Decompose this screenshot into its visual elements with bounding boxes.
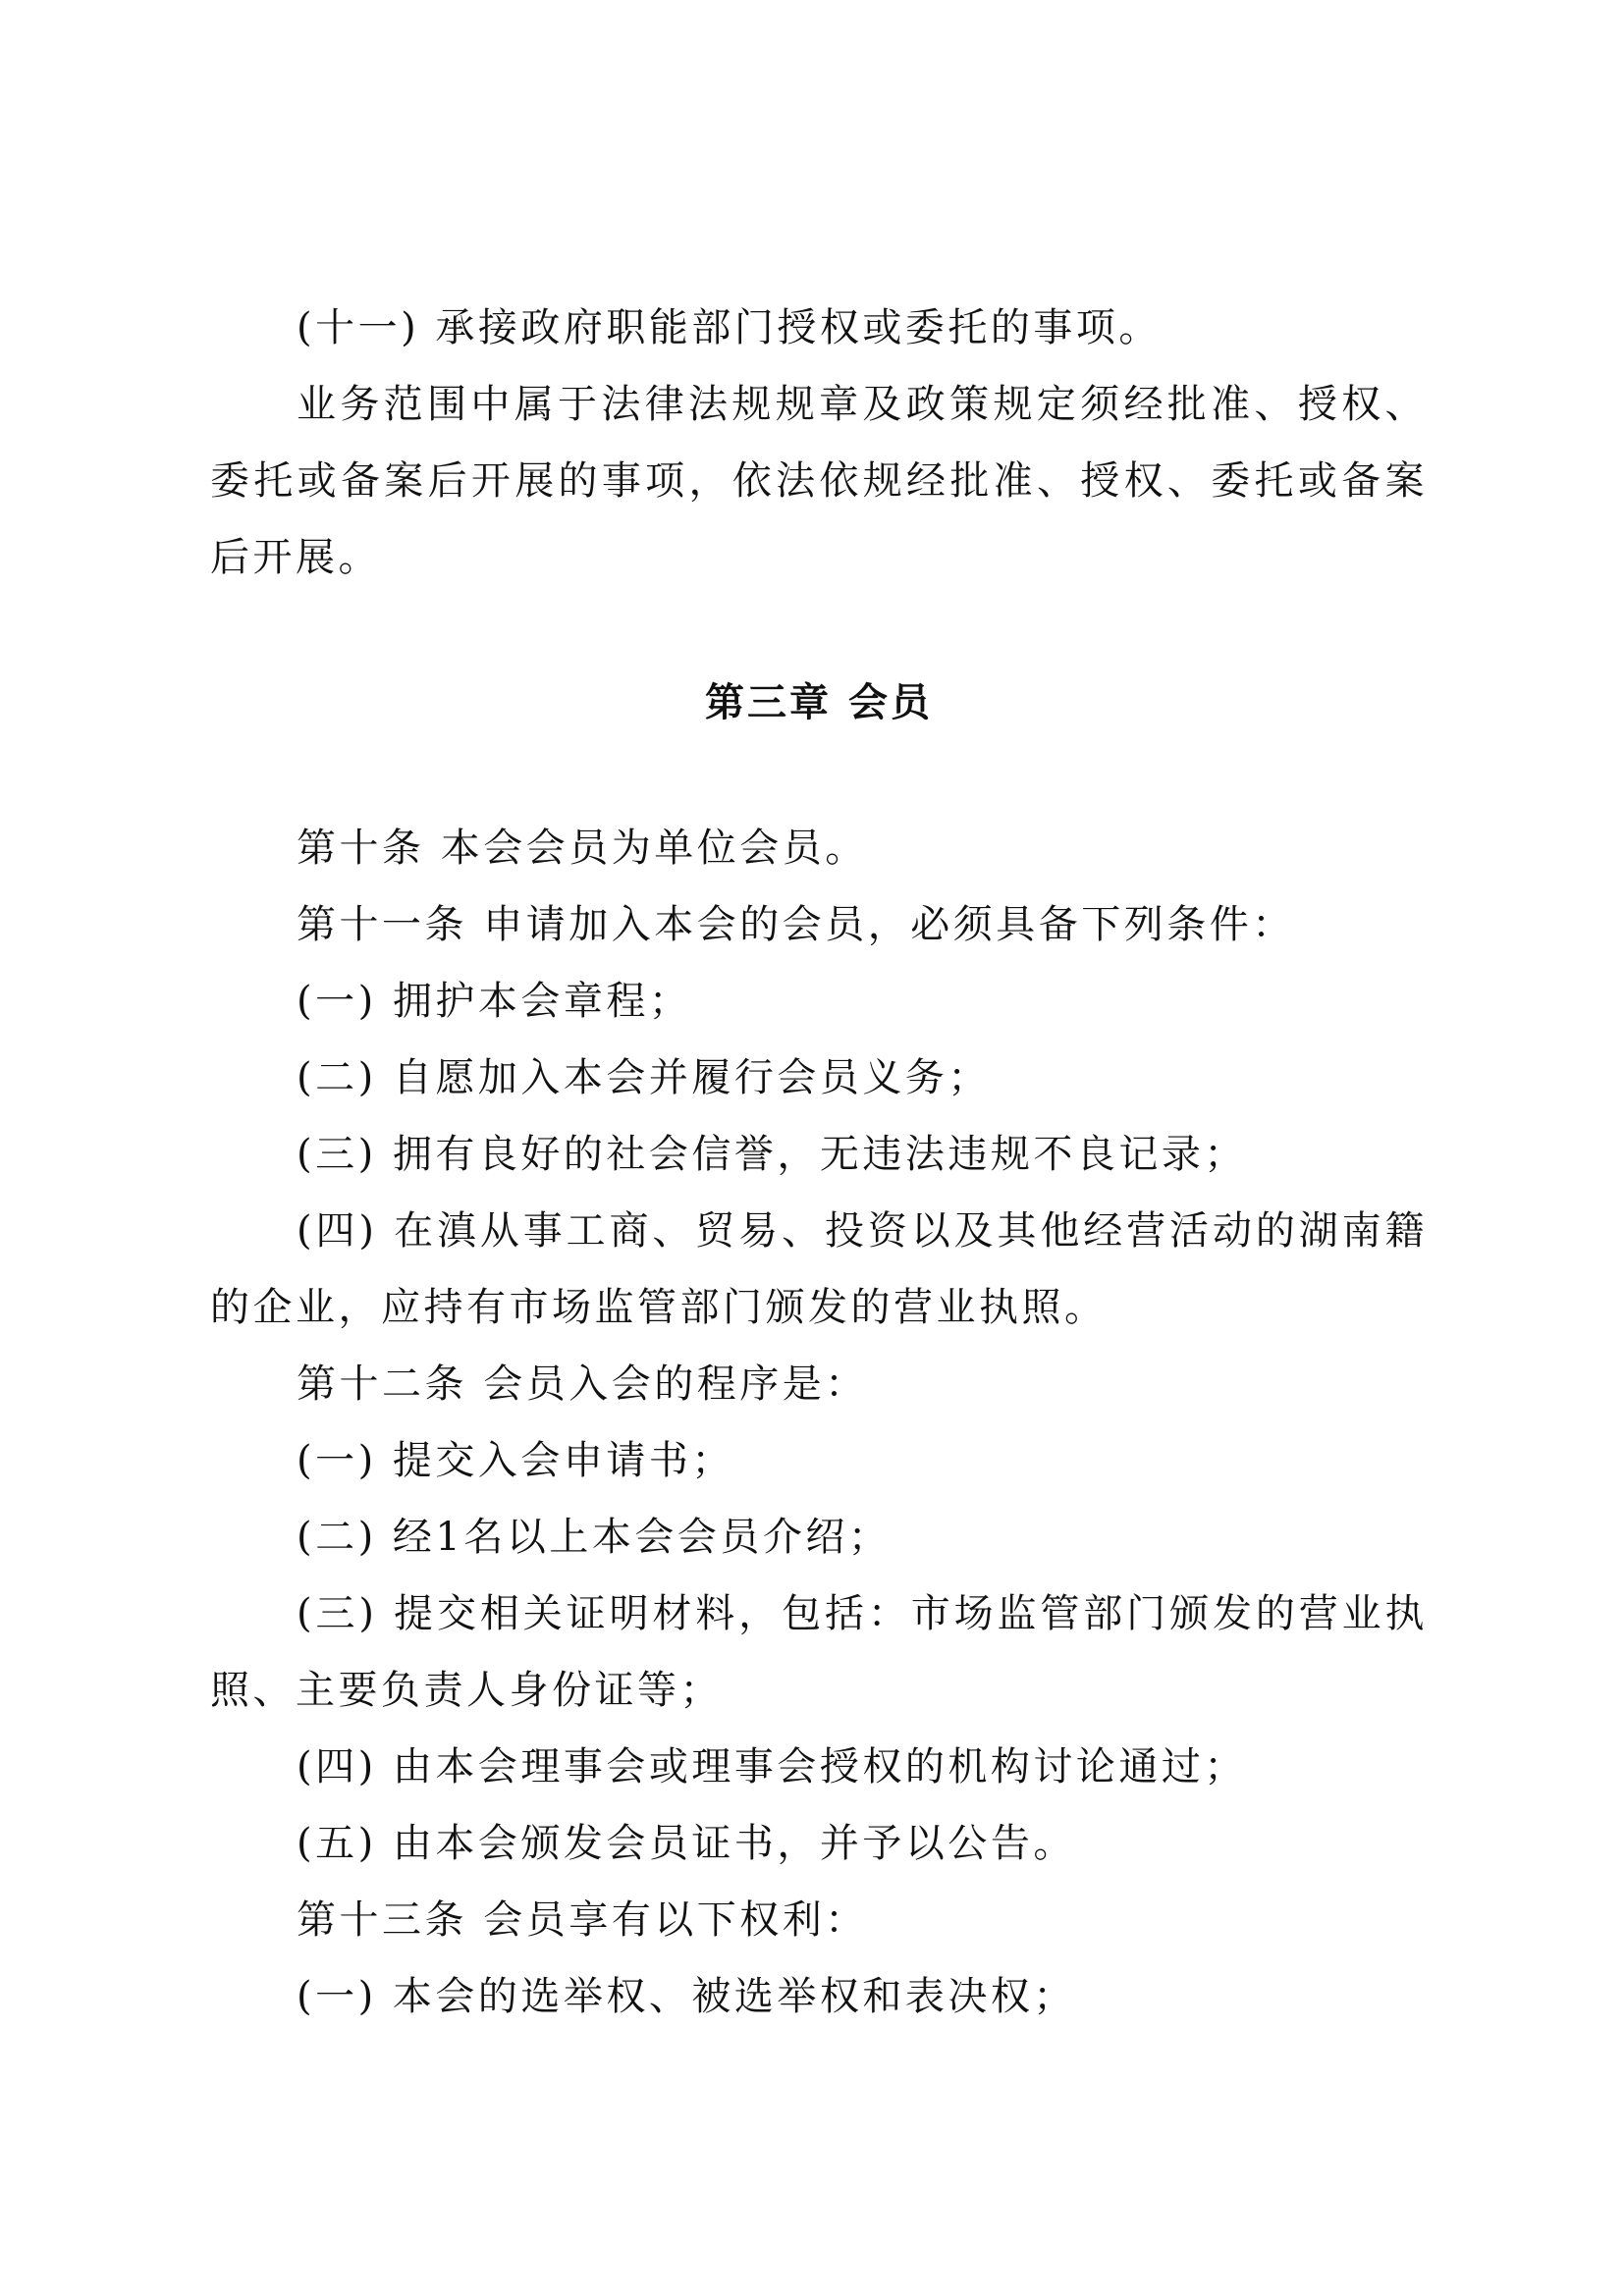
article-13-item-1: (一) 本会的选举权、被选举权和表决权； (297, 1974, 1076, 2019)
article-11-item-3: (三) 拥有良好的社会信誉，无违法违规不良记录； (297, 1132, 1247, 1177)
spacer (210, 741, 1428, 810)
article-11-item-1: (一) 拥护本会章程； (297, 979, 692, 1024)
document-body (210, 290, 1428, 2035)
article-13: 第十三条 会员享有以下权利： (297, 1897, 868, 1943)
article-11-item-4: (四) 在滇从事工商、贸易、投资以及其他经营活动的湖南籍的企业，应持有市场监管部门颁发的营业执照。 (210, 1208, 1428, 1330)
paragraph-item-11: (十一) 承接政府职能部门授权或委托的事项。 (297, 305, 1162, 350)
article-12-item-2: (二) 经1名以上本会会员介绍； (297, 1515, 892, 1560)
chapter-heading: 第三章 会员 (705, 680, 933, 725)
article-11-item-2: (二) 自愿加入本会并履行会员义务； (297, 1055, 991, 1100)
article-12-item-4: (四) 由本会理事会或理事会授权的机构讨论通过； (297, 1744, 1247, 1789)
article-11: 第十一条 申请加入本会的会员，必须具备下列条件： (297, 902, 1295, 947)
article-12-item-5: (五) 由本会颁发会员证书，并予以公告。 (297, 1821, 1076, 1866)
article-10: 第十条 本会会员为单位会员。 (297, 826, 868, 871)
article-12-item-1: (一) 提交入会申请书； (297, 1438, 734, 1483)
paragraph-scope-note: 业务范围中属于法律法规规章及政策规定须经批准、授权、委托或备案后开展的事项，依法依规经批准、授权、委托或备案后开展。 (210, 382, 1428, 580)
article-12: 第十二条 会员入会的程序是： (297, 1362, 868, 1407)
spacer (210, 596, 1428, 665)
article-12-item-3: (三) 提交相关证明材料，包括：市场监管部门颁发的营业执照、主要负责人身份证等； (210, 1591, 1428, 1713)
